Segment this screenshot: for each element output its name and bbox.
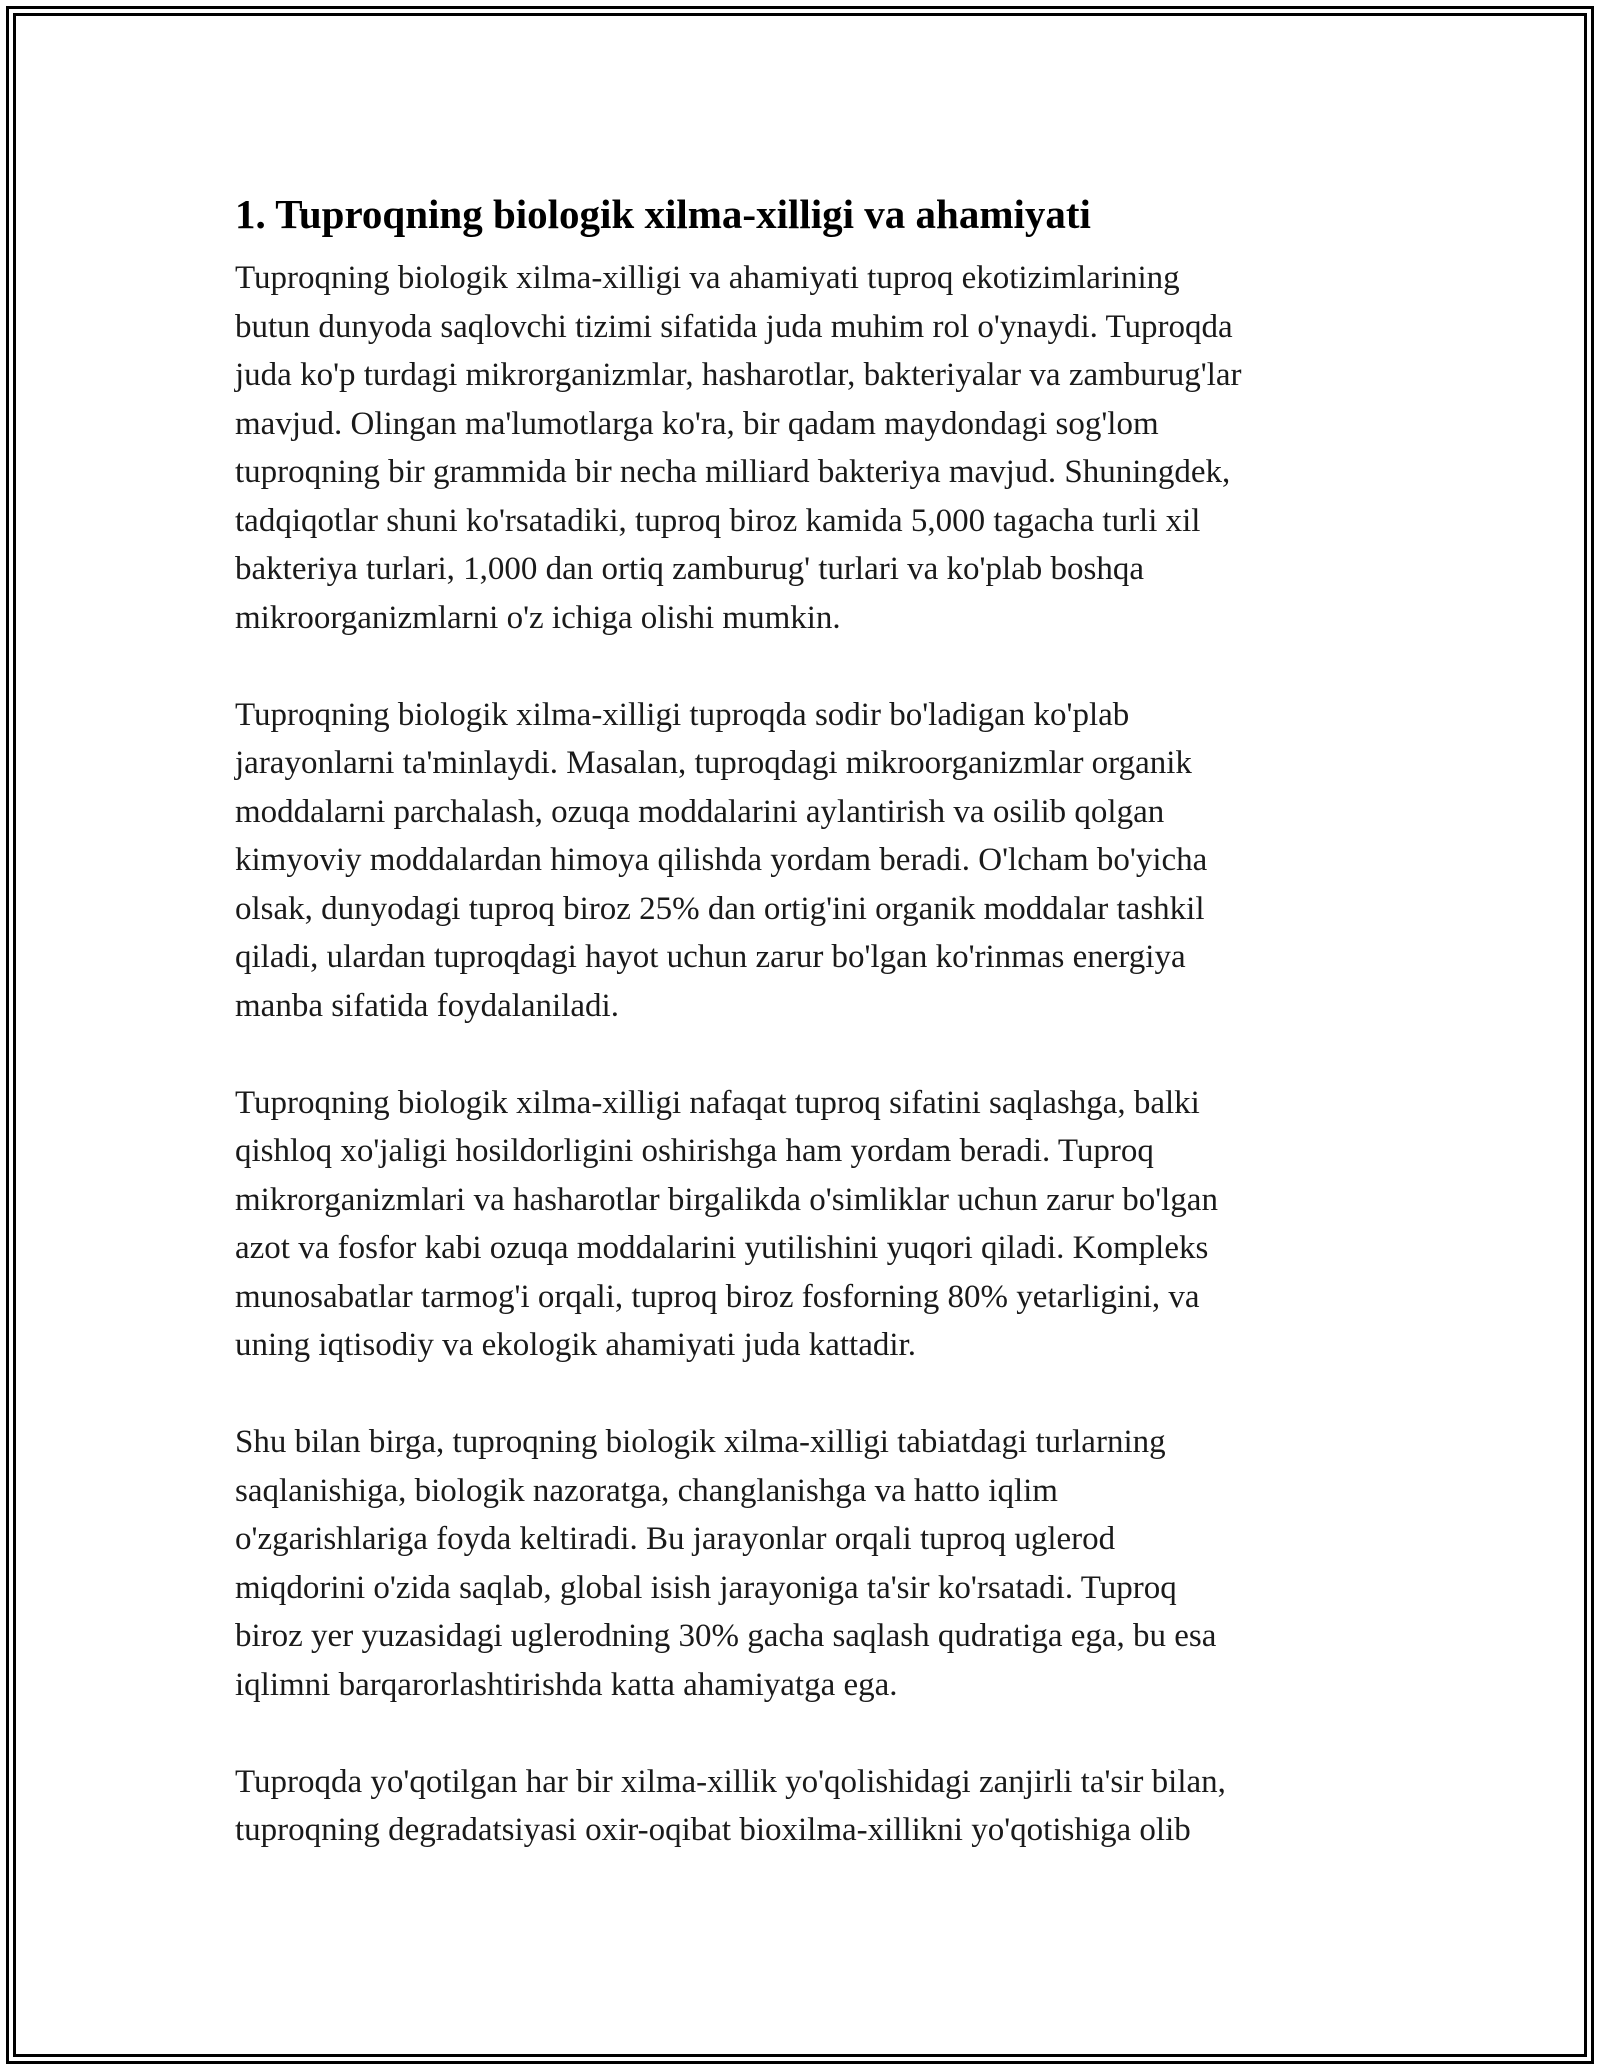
section-heading: 1. Tuproqning biologik xilma-xilligi va ahamiyati	[235, 191, 1091, 237]
paragraph-3: Tuproqning biologik xilma-xilligi nafaqat tuproq sifatini saqlashga, balki qishloq xo'jaligi hosildorligini oshirishga ham yordam beradi. Tuproq mikrorganizmlari va hasharotlar birgalikda o'simliklar uchun zarur bo'lgan azot va fosfor kabi ozuqa moddalarini yutilishini yuqori qiladi. Kompleks munosabatlar tarmog'i orqali, tuproq biroz fosforning 80% yetarligini, va uning iqtisodiy va ekologik ahamiyati juda kattadir.	[235, 1084, 1218, 1363]
document-body	[235, 186, 1365, 1903]
paragraph-4: Shu bilan birga, tuproqning biologik xilma-xilligi tabiatdagi turlarning saqlanishiga, biologik nazoratga, changlanishga va hatto iqlim o'zgarishlariga foyda keltiradi. Bu jarayonlar orqali tuproq uglerod miqdorini o'zida saqlab, global isish jarayoniga ta'sir ko'rsatadi. Tuproq biroz yer yuzasidagi uglerodning 30% gacha saqlash qudratiga ega, bu esa iqlimni barqarorlashtirishda katta ahamiyatga ega.	[235, 1424, 1217, 1703]
paragraph-1: Tuproqning biologik xilma-xilligi va ahamiyati tuproq ekotizimlarining butun dunyoda saqlovchi tizimi sifatida juda muhim rol o'ynaydi. Tuproqda juda ko'p turdagi mikrorganizmlar, hasharotlar, bakteriyalar va zamburug'lar mavjud. Olingan ma'lumotlarga ko'ra, bir qadam maydondagi sog'lom tuproqning bir grammida bir necha milliard bakteriya mavjud. Shuningdek, tadqiqotlar shuni ko'rsatadiki, tuproq biroz kamida 5,000 tagacha turli xil bakteriya turlari, 1,000 dan ortiq zamburug' turlari va ko'plab boshqa mikroorganizmlarni o'z ichiga olishi mumkin.	[235, 260, 1242, 636]
paragraph-5: Tuproqda yo'qotilgan har bir xilma-xillik yo'qolishidagi zanjirli ta'sir bilan, tuproqning degradatsiyasi oxir-oqibat bioxilma-xillikni yo'qotishiga olib	[235, 1763, 1226, 1848]
paragraph-2: Tuproqning biologik xilma-xilligi tuproqda sodir bo'ladigan ko'plab jarayonlarni ta'minlaydi. Masalan, tuproqdagi mikroorganizmlar organik moddalarni parchalash, ozuqa moddalarini aylantirish va osilib qolgan kimyoviy moddalardan himoya qilishda yordam beradi. O'lcham bo'yicha olsak, dunyodagi tuproq biroz 25% dan ortig'ini organik moddalar tashkil qiladi, ulardan tuproqdagi hayot uchun zarur bo'lgan ko'rinmas energiya manba sifatida foydalaniladi.	[235, 696, 1208, 1024]
